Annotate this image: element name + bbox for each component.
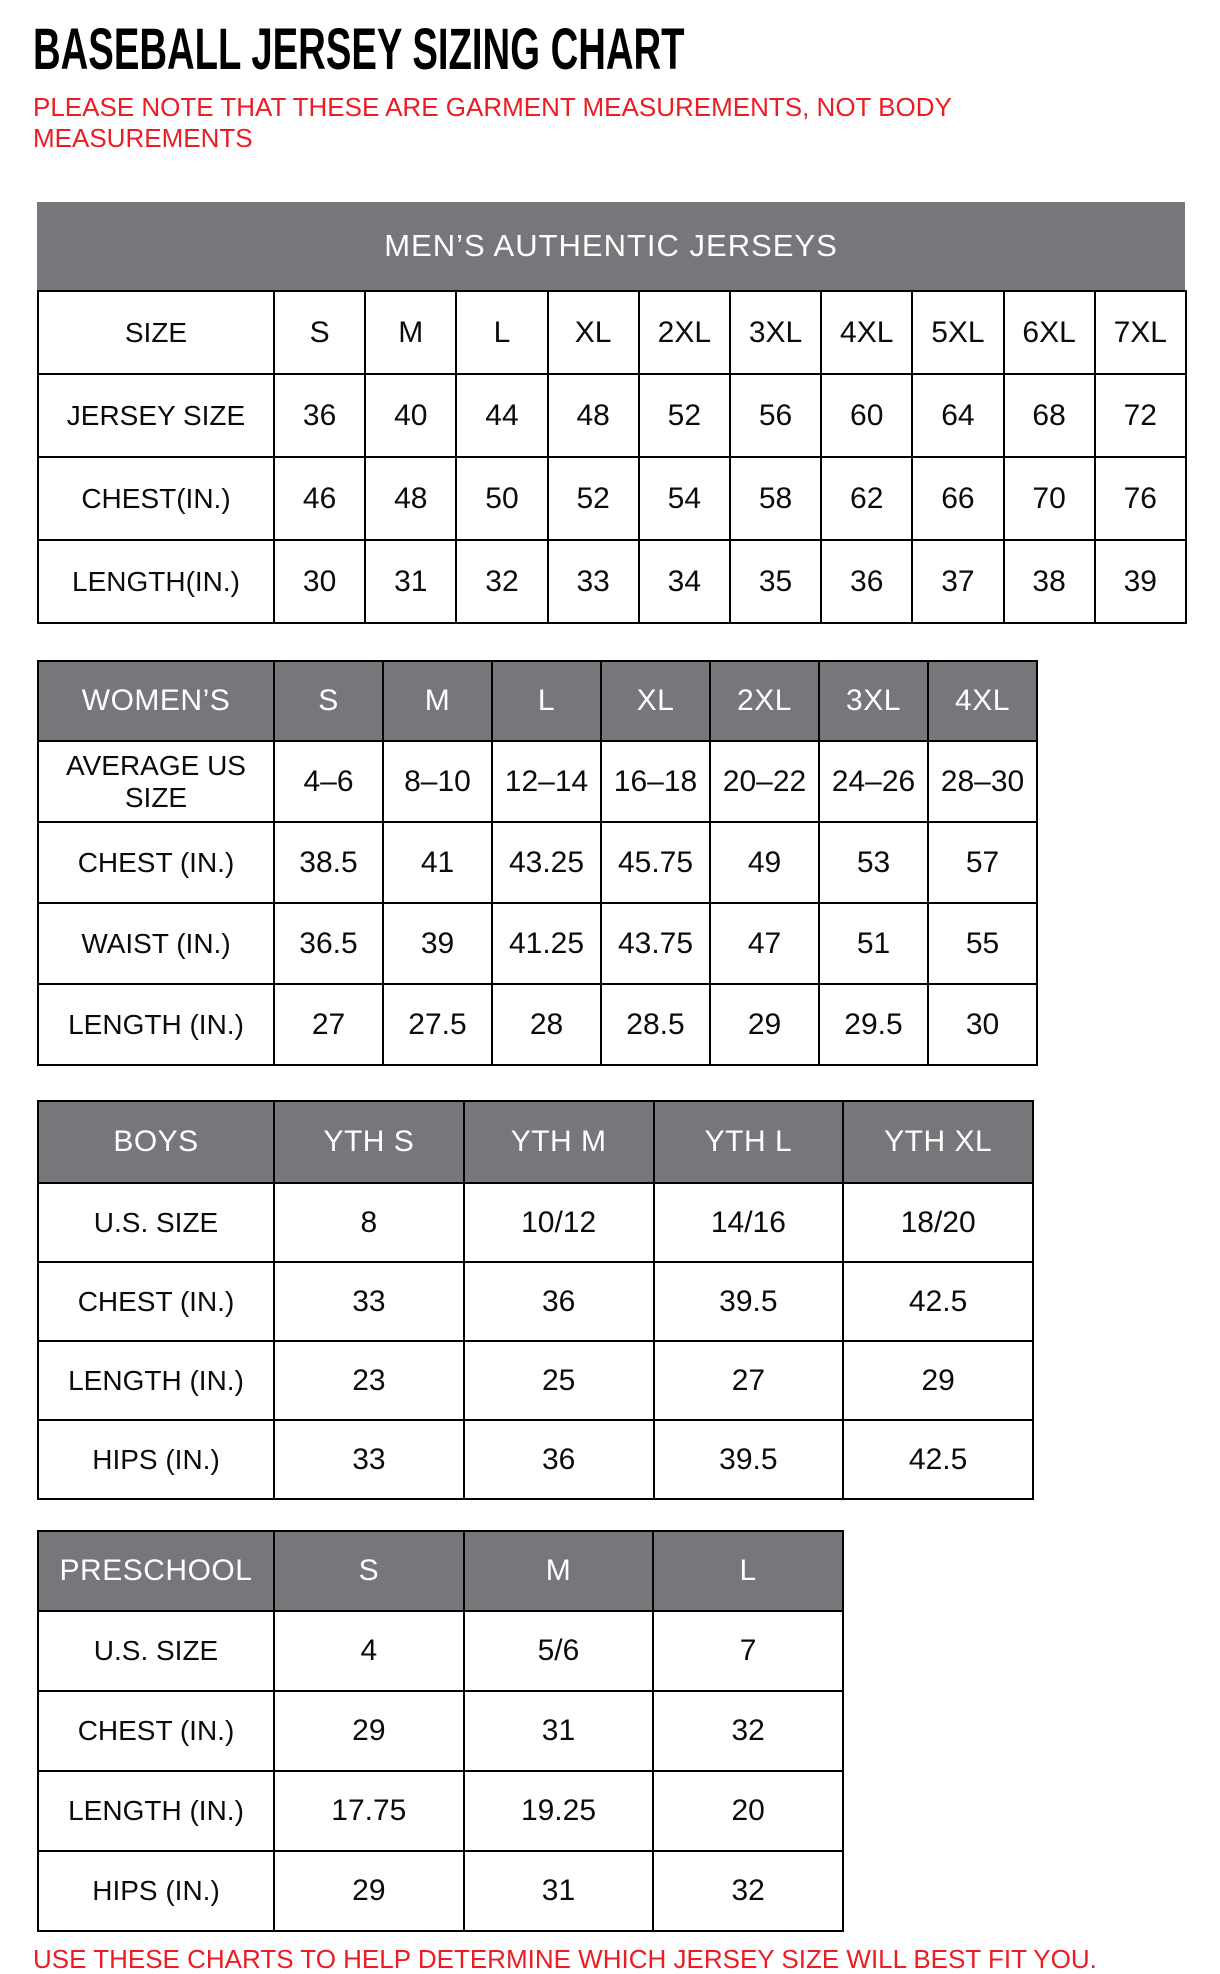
size-value-cell: 45.75 [601, 822, 710, 903]
size-value-cell: 56 [730, 374, 821, 457]
banner-label-cell: BOYS [38, 1101, 274, 1183]
size-value-cell: 35 [730, 540, 821, 623]
size-value-cell: 16–18 [601, 741, 710, 822]
size-value-cell: 23 [274, 1341, 464, 1420]
size-value-cell: 39.5 [654, 1262, 844, 1341]
size-value-cell: 29 [843, 1341, 1033, 1420]
banner-size-cell: 4XL [928, 661, 1037, 741]
banner-size-cell: 3XL [819, 661, 928, 741]
row-label: U.S. SIZE [38, 1611, 274, 1691]
row-label: HIPS (IN.) [38, 1420, 274, 1499]
garment-measurement-note: PLEASE NOTE THAT THESE ARE GARMENT MEASUREMENTS, NOT BODY MEASUREMENTS [33, 92, 952, 153]
row-label: LENGTH (IN.) [38, 1341, 274, 1420]
size-value-cell: 46 [274, 457, 365, 540]
size-value-cell: 29 [274, 1851, 464, 1931]
size-value-cell: 70 [1004, 457, 1095, 540]
row-label: CHEST (IN.) [38, 822, 274, 903]
size-value-cell: 20–22 [710, 741, 819, 822]
size-value-cell: 32 [653, 1691, 843, 1771]
size-value-cell: 36 [464, 1420, 654, 1499]
table-mens [37, 290, 1187, 624]
row-label: AVERAGE US SIZE [38, 741, 274, 822]
table-row [38, 374, 1186, 457]
banner-size-cell: S [274, 1531, 464, 1611]
banner-size-cell: YTH S [274, 1101, 464, 1183]
row-label: CHEST (IN.) [38, 1262, 274, 1341]
size-value-cell: 8 [274, 1183, 464, 1262]
size-value-cell: 41 [383, 822, 492, 903]
size-value-cell: 57 [928, 822, 1037, 903]
size-value-cell: 66 [912, 457, 1003, 540]
table-row [38, 741, 1037, 822]
size-value-cell: 32 [653, 1851, 843, 1931]
size-value-cell: 29.5 [819, 984, 928, 1065]
size-value-cell: 49 [710, 822, 819, 903]
size-value-cell: 30 [928, 984, 1037, 1065]
size-value-cell: 54 [639, 457, 730, 540]
size-value-cell: 24–26 [819, 741, 928, 822]
size-value-cell: 4 [274, 1611, 464, 1691]
size-value-cell: 68 [1004, 374, 1095, 457]
row-label: U.S. SIZE [38, 1183, 274, 1262]
size-value-cell: XL [548, 291, 639, 374]
size-value-cell: 32 [456, 540, 547, 623]
banner-size-cell: S [274, 661, 383, 741]
size-value-cell: 31 [464, 1851, 654, 1931]
size-value-cell: 44 [456, 374, 547, 457]
table-womens [37, 660, 1038, 1066]
size-value-cell: 62 [821, 457, 912, 540]
row-label: WAIST (IN.) [38, 903, 274, 984]
size-value-cell: 4XL [821, 291, 912, 374]
size-value-cell: 7XL [1095, 291, 1186, 374]
size-value-cell: 27 [654, 1341, 844, 1420]
size-value-cell: 36 [274, 374, 365, 457]
banner-size-cell: YTH XL [843, 1101, 1033, 1183]
banner-size-cell: M [464, 1531, 654, 1611]
size-value-cell: 39 [1095, 540, 1186, 623]
size-value-cell: 30 [274, 540, 365, 623]
size-value-cell: 48 [548, 374, 639, 457]
table-row [38, 540, 1186, 623]
row-label: LENGTH(IN.) [38, 540, 274, 623]
size-value-cell: 31 [464, 1691, 654, 1771]
row-label: CHEST (IN.) [38, 1691, 274, 1771]
size-value-cell: 43.25 [492, 822, 601, 903]
size-value-cell: 36 [821, 540, 912, 623]
banner-size-cell: L [653, 1531, 843, 1611]
size-value-cell: S [274, 291, 365, 374]
size-value-cell: 76 [1095, 457, 1186, 540]
table-preschool [37, 1530, 844, 1932]
size-value-cell: 42.5 [843, 1262, 1033, 1341]
banner-label-cell: PRESCHOOL [38, 1531, 274, 1611]
footer-fit-note: USE THESE CHARTS TO HELP DETERMINE WHICH JERSEY SIZE WILL BEST FIT YOU. [33, 1944, 1097, 1974]
banner-size-cell: YTH L [654, 1101, 844, 1183]
size-value-cell: 58 [730, 457, 821, 540]
size-value-cell: M [365, 291, 456, 374]
size-value-cell: 52 [548, 457, 639, 540]
size-value-cell: 37 [912, 540, 1003, 623]
table-banner-mens: MEN’S AUTHENTIC JERSEYS [37, 202, 1185, 290]
size-value-cell: 40 [365, 374, 456, 457]
table-banner-preschool [38, 1531, 843, 1611]
size-value-cell: 39 [383, 903, 492, 984]
table-row [38, 1262, 1033, 1341]
row-label: LENGTH (IN.) [38, 1771, 274, 1851]
size-value-cell: 42.5 [843, 1420, 1033, 1499]
table-banner-womens [38, 661, 1037, 741]
page-title: BASEBALL JERSEY SIZING CHART [33, 17, 685, 82]
size-value-cell: 14/16 [654, 1183, 844, 1262]
banner-size-cell: L [492, 661, 601, 741]
banner-label-cell: WOMEN’S [38, 661, 274, 741]
table-row [38, 1851, 843, 1931]
table-row [38, 1611, 843, 1691]
size-table-womens [37, 660, 1036, 1066]
row-label: LENGTH (IN.) [38, 984, 274, 1065]
size-value-cell: 7 [653, 1611, 843, 1691]
size-value-cell: 36.5 [274, 903, 383, 984]
size-value-cell: 53 [819, 822, 928, 903]
size-value-cell: 39.5 [654, 1420, 844, 1499]
size-value-cell: 6XL [1004, 291, 1095, 374]
banner-size-cell: 2XL [710, 661, 819, 741]
size-value-cell: 28–30 [928, 741, 1037, 822]
size-value-cell: 20 [653, 1771, 843, 1851]
size-value-cell: 5XL [912, 291, 1003, 374]
banner-size-cell: YTH M [464, 1101, 654, 1183]
size-value-cell: 72 [1095, 374, 1186, 457]
size-value-cell: 51 [819, 903, 928, 984]
size-value-cell: 33 [274, 1262, 464, 1341]
row-label: JERSEY SIZE [38, 374, 274, 457]
size-value-cell: 10/12 [464, 1183, 654, 1262]
row-label: HIPS (IN.) [38, 1851, 274, 1931]
size-value-cell: 29 [274, 1691, 464, 1771]
size-value-cell: 19.25 [464, 1771, 654, 1851]
table-row [38, 291, 1186, 374]
size-value-cell: 33 [274, 1420, 464, 1499]
row-label: SIZE [38, 291, 274, 374]
table-row [38, 1771, 843, 1851]
size-value-cell: 55 [928, 903, 1037, 984]
size-value-cell: 4–6 [274, 741, 383, 822]
table-row [38, 822, 1037, 903]
size-value-cell: 64 [912, 374, 1003, 457]
size-value-cell: 31 [365, 540, 456, 623]
size-value-cell: 34 [639, 540, 730, 623]
size-value-cell: 28 [492, 984, 601, 1065]
size-value-cell: 29 [710, 984, 819, 1065]
table-banner-boys [38, 1101, 1033, 1183]
size-value-cell: 18/20 [843, 1183, 1033, 1262]
banner-size-cell: M [383, 661, 492, 741]
size-value-cell: 48 [365, 457, 456, 540]
table-row [38, 903, 1037, 984]
size-tables [37, 202, 1220, 1932]
size-value-cell: 27 [274, 984, 383, 1065]
size-table-preschool [37, 1530, 842, 1932]
size-value-cell: 52 [639, 374, 730, 457]
size-value-cell: 5/6 [464, 1611, 654, 1691]
table-boys [37, 1100, 1034, 1500]
size-value-cell: 8–10 [383, 741, 492, 822]
size-value-cell: L [456, 291, 547, 374]
table-row [38, 984, 1037, 1065]
size-value-cell: 60 [821, 374, 912, 457]
size-table-mens [37, 202, 1185, 624]
size-value-cell: 12–14 [492, 741, 601, 822]
table-row [38, 1420, 1033, 1499]
size-value-cell: 38 [1004, 540, 1095, 623]
row-label: CHEST(IN.) [38, 457, 274, 540]
size-value-cell: 2XL [639, 291, 730, 374]
size-table-boys [37, 1100, 1032, 1500]
size-value-cell: 28.5 [601, 984, 710, 1065]
size-value-cell: 43.75 [601, 903, 710, 984]
table-row [38, 1691, 843, 1771]
table-row [38, 457, 1186, 540]
size-value-cell: 25 [464, 1341, 654, 1420]
table-row [38, 1341, 1033, 1420]
size-value-cell: 47 [710, 903, 819, 984]
size-value-cell: 50 [456, 457, 547, 540]
size-value-cell: 33 [548, 540, 639, 623]
banner-size-cell: XL [601, 661, 710, 741]
table-row [38, 1183, 1033, 1262]
size-value-cell: 3XL [730, 291, 821, 374]
size-value-cell: 38.5 [274, 822, 383, 903]
size-value-cell: 17.75 [274, 1771, 464, 1851]
size-value-cell: 41.25 [492, 903, 601, 984]
size-value-cell: 27.5 [383, 984, 492, 1065]
size-value-cell: 36 [464, 1262, 654, 1341]
